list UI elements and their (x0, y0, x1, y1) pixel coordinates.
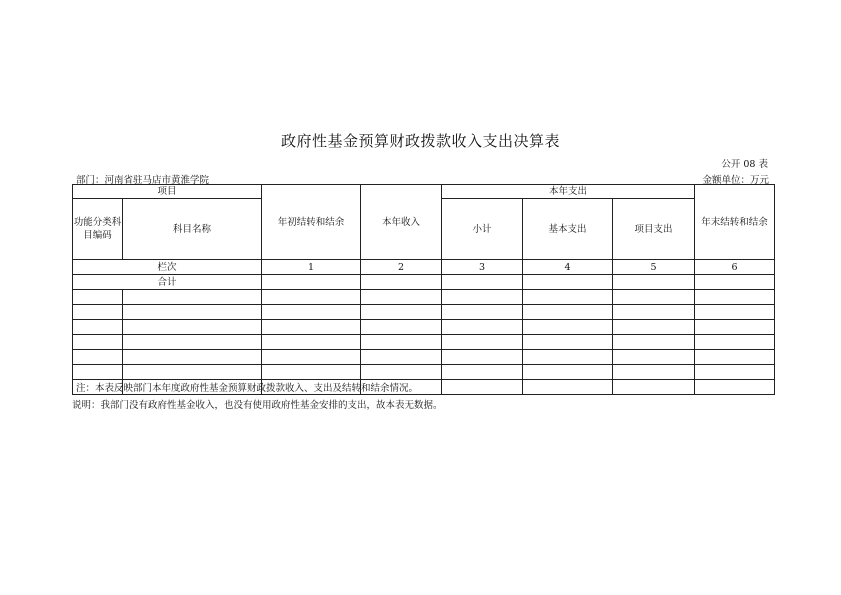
table-cell (123, 290, 262, 305)
table-cell (262, 335, 361, 350)
table-row (73, 320, 775, 335)
table-cell (695, 350, 775, 365)
column-number-row (73, 260, 775, 275)
header-expenditure: 本年支出 (442, 185, 695, 199)
total-row (73, 275, 775, 290)
table-cell (262, 320, 361, 335)
table-cell (523, 335, 613, 350)
page-title: 政府性基金预算财政拨款收入支出决算表 (280, 132, 560, 150)
column-number-label: 栏次 (73, 260, 262, 275)
header-project: 项目支出 (613, 199, 695, 260)
table-cell (695, 365, 775, 380)
table-cell (361, 335, 442, 350)
report-table (72, 184, 775, 395)
column-number: 1 (262, 260, 361, 275)
table-cell (695, 305, 775, 320)
table-cell (442, 320, 523, 335)
table-cell (73, 350, 123, 365)
table-cell (73, 320, 123, 335)
table-cell (123, 305, 262, 320)
total-label: 合计 (73, 275, 262, 290)
table-cell (262, 365, 361, 380)
table-cell (361, 320, 442, 335)
column-number: 2 (361, 260, 442, 275)
table-row (73, 335, 775, 350)
header-func-code: 功能分类科目编码 (73, 199, 123, 260)
table-cell (361, 290, 442, 305)
table-cell (123, 365, 262, 380)
table-cell (262, 350, 361, 365)
table-cell (262, 305, 361, 320)
table-cell (442, 350, 523, 365)
header-row-1 (73, 185, 775, 199)
table-cell (523, 320, 613, 335)
table-cell (523, 365, 613, 380)
form-number: 公开 08 表 (721, 159, 768, 170)
table-cell (613, 275, 695, 290)
table-cell (523, 290, 613, 305)
header-closing-balance: 年末结转和结余 (695, 185, 775, 260)
column-number: 3 (442, 260, 523, 275)
header-subtotal: 小计 (442, 199, 523, 260)
table-cell (613, 365, 695, 380)
header-income: 本年收入 (361, 185, 442, 260)
table-cell (442, 380, 523, 395)
table-cell (262, 290, 361, 305)
table-cell (442, 365, 523, 380)
table-cell (523, 275, 613, 290)
table-cell (73, 305, 123, 320)
table-cell (523, 305, 613, 320)
table-cell (442, 305, 523, 320)
table-cell (613, 335, 695, 350)
table-row (73, 290, 775, 305)
table-cell (361, 365, 442, 380)
table-cell (123, 350, 262, 365)
table-cell (613, 290, 695, 305)
table-cell (442, 335, 523, 350)
table-cell (695, 290, 775, 305)
table-cell (73, 290, 123, 305)
table-cell (123, 320, 262, 335)
table-cell (523, 380, 613, 395)
table-cell (695, 380, 775, 395)
header-opening-balance: 年初结转和结余 (262, 185, 361, 260)
header-basic: 基本支出 (523, 199, 613, 260)
column-number: 4 (523, 260, 613, 275)
table-row (73, 305, 775, 320)
table-row (73, 350, 775, 365)
table-cell (73, 335, 123, 350)
table-cell (523, 350, 613, 365)
table-cell (613, 350, 695, 365)
table-cell (695, 335, 775, 350)
table-cell (613, 305, 695, 320)
table-cell (442, 275, 523, 290)
header-item: 项目 (73, 185, 262, 199)
table-cell (442, 290, 523, 305)
table-cell (613, 320, 695, 335)
table-row (73, 365, 775, 380)
table-cell (695, 275, 775, 290)
column-number: 5 (613, 260, 695, 275)
table-cell (361, 350, 442, 365)
table-cell (361, 275, 442, 290)
table-cell (123, 335, 262, 350)
table-cell (361, 305, 442, 320)
header-subject-name: 科目名称 (123, 199, 262, 260)
unit-label: 金额单位：万元 (702, 175, 769, 186)
table-note: 注：本表反映部门本年度政府性基金预算财政拨款收入、支出及结转和结余情况。 (76, 383, 419, 394)
table-cell (262, 275, 361, 290)
table-cell (695, 320, 775, 335)
column-number: 6 (695, 260, 775, 275)
department-label: 部门：河南省驻马店市黄淮学院 (76, 175, 210, 186)
table-cell (613, 380, 695, 395)
table-cell (73, 365, 123, 380)
table-explanation: 说明：我部门没有政府性基金收入，也没有使用政府性基金安排的支出，故本表无数据。 (72, 400, 443, 411)
